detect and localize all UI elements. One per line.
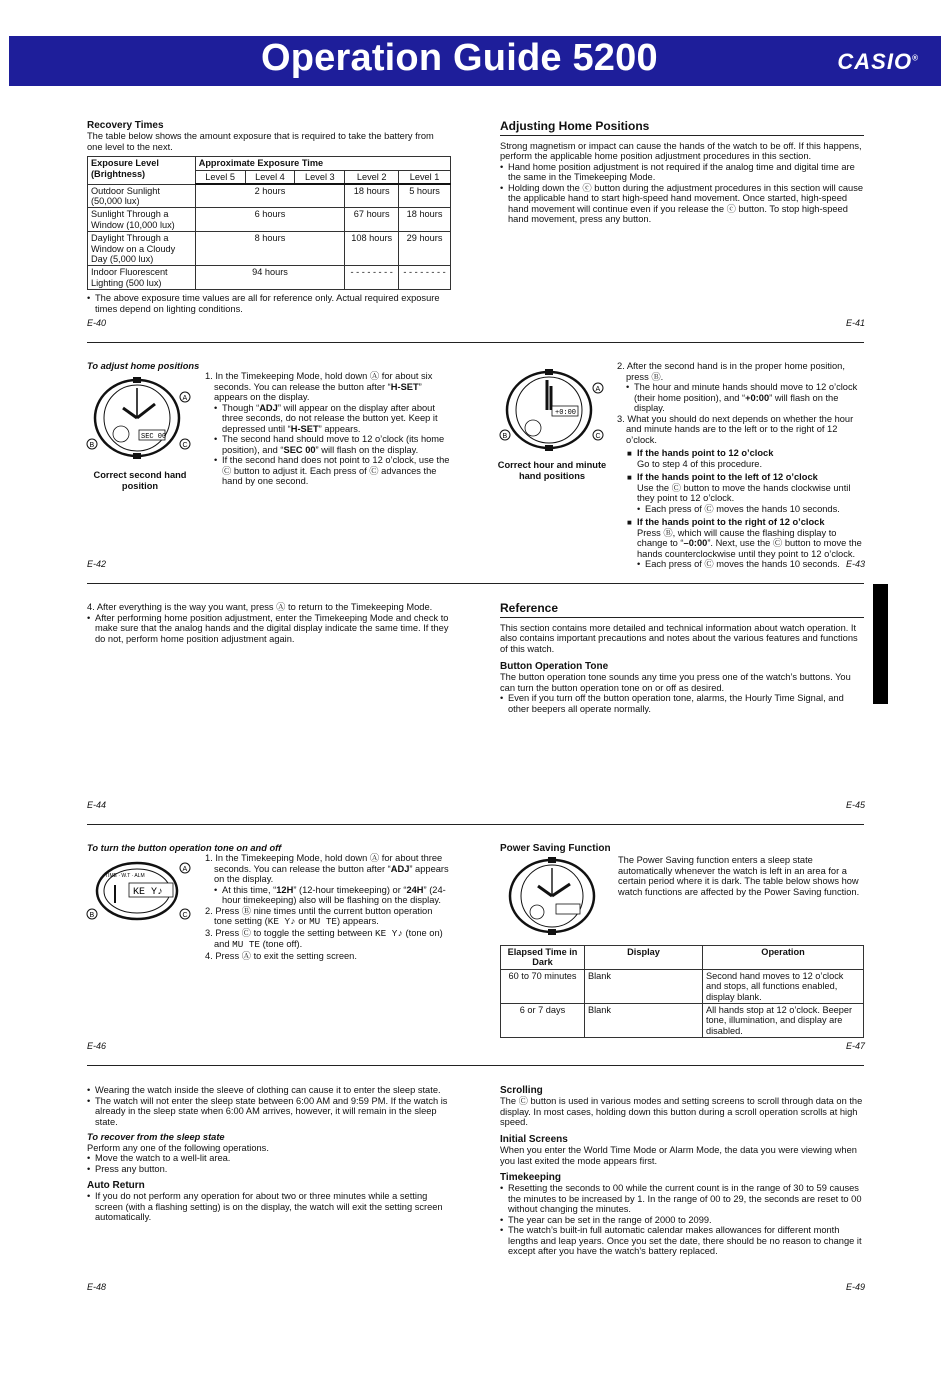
table-row [88, 266, 451, 290]
section-heading: Reference [500, 602, 864, 618]
table-cell: 94 hours [195, 266, 345, 290]
text: ” appears on the display. [214, 863, 449, 884]
header-banner [9, 36, 941, 86]
lcd-text: KE Y♪ [133, 887, 164, 898]
text: 1. In the Timekeeping Mode, hold down Ⓐ for about three seconds. You can release the button after “ [205, 853, 443, 874]
text: The hour and minute hands should move to 12 o’clock (their home position), and “ [634, 382, 858, 403]
case-text: Go to step 4 of this procedure. [637, 458, 763, 469]
table-cell: Blank [585, 1003, 703, 1037]
button-label-b: B [89, 912, 95, 919]
table-row [501, 1003, 864, 1037]
page-e40 [87, 120, 451, 314]
step-2: 2. After the second hand is in the proper home position, press Ⓑ. [617, 361, 845, 382]
step-3: 3. What you should do next depends on whether the hour and minute hands are to the left or to the right of 12 o’clock. [617, 413, 854, 445]
figure-caption: Correct second hand position [93, 470, 187, 491]
text: (tone on) and [214, 927, 443, 949]
level-header: Level 1 [399, 170, 451, 184]
page-number: E-40 [87, 318, 107, 328]
button-label-b: B [502, 433, 508, 440]
sub-heading: To recover from the sleep state [87, 1132, 225, 1142]
bullet-text [214, 885, 451, 906]
watch-illustration [85, 857, 195, 927]
table-cell: 18 hours [345, 184, 399, 208]
level-header: Level 5 [195, 170, 245, 184]
logo-text: CASIO [837, 49, 913, 74]
bullet-text: • Move the watch to a well-lit area. [87, 1153, 451, 1164]
sub-heading: Auto Return [87, 1180, 145, 1191]
text: Press Ⓑ, which will cause the flashing display to change to “ [637, 527, 837, 548]
button-label-a: A [182, 866, 188, 873]
text: H-SET [390, 381, 419, 392]
section-heading: To turn the button operation tone on and off [87, 843, 282, 853]
text: (tone off). [260, 939, 303, 949]
table-cell: 2 hours [195, 184, 345, 208]
table-row [88, 232, 451, 266]
bullet-text: • The watch will not enter the sleep state between 6:00 AM and 9:59 PM. If the watch is already in the sleep state when 6:00 AM arrives, however, it will remain in the sleep state. [87, 1096, 451, 1128]
note-text: • The above exposure time values are all for reference only. Actual required exposure times depend on lighting conditions. [87, 293, 451, 314]
page-number: E-44 [87, 800, 107, 810]
table-cell: 8 hours [195, 232, 345, 266]
page-number: E-43 [846, 559, 866, 569]
section-heading: Power Saving Function [500, 843, 611, 854]
page-number: E-48 [87, 1282, 107, 1292]
sub-heading: Button Operation Tone [500, 661, 609, 673]
step-4: 4. Press Ⓐ to exit the setting screen. [205, 950, 357, 961]
text: The second hand should move to 12 o’clock (its home position), and “ [222, 434, 445, 455]
divider [87, 824, 864, 825]
page-number: E-45 [846, 800, 866, 810]
lcd-text: MU TE [309, 916, 337, 927]
table-cell: 108 hours [345, 232, 399, 266]
sub-heading: Timekeeping [500, 1172, 561, 1184]
button-label-b: B [89, 442, 95, 449]
divider [87, 1065, 864, 1066]
bullet-text: • Resetting the seconds to 00 while the current count is in the range of 30 to 59 causes the minutes to be increased by 1. In the range of 00 to 29, the seconds are reset to 00 without changing the minutes. [500, 1183, 864, 1215]
section-heading: Adjusting Home Positions [500, 120, 864, 136]
page-e46 [205, 853, 451, 961]
table-cell: 18 hours [399, 208, 451, 232]
level-header: Level 2 [345, 170, 399, 184]
text: or [295, 916, 310, 926]
text: ” will appear on the display after about three seconds, do not release the button yet. Keep it depressed until “ [222, 402, 438, 434]
table-cell: Indoor Fluorescent Lighting (500 lux) [88, 266, 196, 290]
bullet-text [214, 403, 451, 435]
text: ” appears on the display. [214, 381, 422, 402]
page-number: E-49 [846, 1282, 866, 1292]
case-text: Use the Ⓒ button to move the hands clockwise until they point to 12 o’clock. [637, 482, 851, 503]
case-heading: ■ If the hands point to 12 o’clock [627, 448, 864, 459]
table-row [88, 208, 451, 232]
text: At this time, “ [222, 884, 277, 895]
bullet-text: • If the second hand does not point to 12 o’clock, use the Ⓒ button to adjust it. Each press of Ⓒ advances the hand by one second. [214, 455, 451, 487]
page-e49 [500, 1085, 864, 1257]
text: ” will flash on the display. [634, 392, 839, 413]
bullet-text [626, 382, 864, 414]
sub-heading: Initial Screens [500, 1133, 568, 1145]
table-cell: Blank [585, 969, 703, 1003]
text: ADJ [390, 863, 410, 874]
text: ADJ [259, 402, 278, 413]
text: ” (24-hour timekeeping) also will be flashing on the display. [222, 884, 446, 905]
table-cell: 6 or 7 days [501, 1003, 585, 1037]
body-text: When you enter the World Time Mode or Alarm Mode, the data you were viewing when you last exited the mode appears first. [500, 1145, 857, 1166]
text: ” appears. [318, 423, 361, 434]
step-1 [205, 371, 451, 403]
table-header: Operation [703, 946, 864, 970]
text: Though “ [222, 402, 260, 413]
table-header: Approximate Exposure Time [195, 157, 450, 170]
text: ” will flash on the display. [315, 444, 419, 455]
page-e42 [205, 371, 451, 487]
text: SEC 00 [283, 444, 316, 455]
button-label-a: A [595, 386, 601, 393]
table-cell: 6 hours [195, 208, 345, 232]
text: +0:00 [745, 392, 770, 403]
lcd-text: +0:00 [555, 409, 577, 417]
table-cell: - - - - - - - - [399, 266, 451, 290]
bullet-text: • Press any button. [87, 1164, 451, 1175]
table-cell: 29 hours [399, 232, 451, 266]
page-e48 [87, 1085, 451, 1223]
intro-text: The Power Saving function enters a sleep state automatically whenever the watch is left in an area for a certain period where it is dark. The table below shows how watch functions are affected by the Power Saving function. [618, 855, 860, 897]
table-row [501, 969, 864, 1003]
recovery-table [87, 156, 451, 290]
bullet-text: • If you do not perform any operation for about two or three minutes while a setting screen (with a flashing setting) is on the display, the watch will exit the setting screen automatically. [87, 1191, 451, 1223]
table-cell: All hands stop at 12 o’clock. Beeper tone, illumination, and display are disabled. [703, 1003, 864, 1037]
text: ” (12-hour timekeeping) or “ [293, 884, 407, 895]
body-text: The button operation tone sounds any time you press one of the watch’s buttons. You can turn the button operation tone on or off as desired. [500, 672, 851, 693]
page-number: E-41 [846, 318, 866, 328]
page-e43 [617, 361, 864, 570]
power-saving-table [500, 945, 864, 1038]
lcd-text: MU TE [232, 939, 261, 950]
casio-logo [837, 50, 919, 75]
bullet-text: • Hand home position adjustment is not required if the analog time and digital time are the same in the Timekeeping Mode. [500, 162, 864, 183]
bullet-text: • Each press of Ⓒ moves the hands 10 seconds. [637, 559, 864, 570]
step-1 [205, 853, 451, 885]
table-header: Exposure Level (Brightness) [88, 157, 196, 184]
case-text [627, 528, 864, 560]
logo-mark: ® [912, 53, 919, 63]
bullet-text: • Each press of Ⓒ moves the hands 10 seconds. [637, 504, 864, 515]
intro-text: Strong magnetism or impact can cause the hands of the watch to be off. If this happens, perform the applicable home position adjustment procedures in this section. [500, 140, 862, 162]
step-4: 4. After everything is the way you want, press Ⓐ to return to the Timekeeping Mode. [87, 602, 433, 612]
lcd-text: SEC 00 [141, 433, 167, 441]
text: –0:00 [683, 538, 708, 548]
body-text: The Ⓒ button is used in various modes and setting screens to scroll through data on the display. In most cases, holding down this button during a scroll operation scrolls at high speed. [500, 1096, 863, 1128]
button-label-a: A [182, 395, 188, 402]
body-text: Perform any one of the following operations. [87, 1142, 269, 1153]
page-e45 [500, 602, 864, 714]
bullet-text: • The watch’s built-in full automatic calendar makes allowances for different month lengths and leap years. Once you set the date, there should be no reason to change it except after you have the watch’s battery replaced. [500, 1225, 864, 1257]
button-label-c: C [182, 442, 188, 449]
watch-illustration [502, 856, 610, 936]
figure-caption: Correct hour and minute hand positions [497, 460, 607, 481]
case-heading: ■ If the hands point to the right of 12 o’clock [627, 517, 864, 528]
text: ) appears. [337, 916, 379, 926]
step-3 [205, 928, 451, 951]
step-2 [205, 906, 451, 928]
table-header: Display [585, 946, 703, 970]
table-cell: 60 to 70 minutes [501, 969, 585, 1003]
ring-text: TIME · W.T · ALM [105, 873, 145, 879]
table-cell: 67 hours [345, 208, 399, 232]
bullet-text [214, 434, 451, 455]
sub-heading: Scrolling [500, 1085, 543, 1096]
text: 2. Press Ⓑ nine times until the current button operation tone setting ( [205, 905, 433, 926]
table-cell: 5 hours [399, 184, 451, 208]
table-cell: Sunlight Through a Window (10,000 lux) [88, 208, 196, 232]
divider [87, 342, 864, 343]
text: ”. Next, use the Ⓒ button to move the hands counterclockwise until they point to 12 o’clock. [637, 538, 862, 559]
text: 12H [276, 884, 294, 895]
text: 3. Press Ⓒ to toggle the setting between [205, 927, 376, 938]
table-cell: Second hand moves to 12 o’clock and stops, all functions enabled, display blank. [703, 969, 864, 1003]
lcd-text: KE Y♪ [267, 916, 296, 927]
button-label-c: C [595, 433, 601, 440]
page-e47 [500, 843, 864, 854]
page-number: E-47 [846, 1041, 866, 1051]
divider [87, 583, 864, 584]
bullet-text: • After performing home position adjustment, enter the Timekeeping Mode and check to make sure that the analog hands and the digital display indicate the same time. If they do not, perform home position adjustment again. [87, 613, 451, 645]
intro-text: The table below shows the amount exposure that is required to take the battery from one level to the next. [87, 131, 434, 152]
page-number: E-46 [87, 1041, 107, 1051]
table-cell: Outdoor Sunlight (50,000 lux) [88, 184, 196, 208]
section-tab [873, 584, 888, 704]
intro-text: This section contains more detailed and technical information about watch operation. It also contains important precautions and notes about the various features and functions of this watch. [500, 622, 858, 654]
table-row [88, 184, 451, 208]
bullet-text: • The year can be set in the range of 2000 to 2099. [500, 1215, 864, 1226]
watch-illustration [497, 366, 609, 458]
text: H-SET [290, 423, 319, 434]
table-cell: - - - - - - - - [345, 266, 399, 290]
watch-illustration [85, 374, 195, 464]
table-cell: Daylight Through a Window on a Cloudy Day (5,000 lux) [88, 232, 196, 266]
bullet-text: • Holding down the ⓒ button during the adjustment procedures in this section will cause the applicable hand to start high-speed hand movement. Once started, high-speed hand movement will continue even if you release the ⓒ button. To stop high-speed hand movement, press any button. [500, 183, 864, 225]
bullet-text: • Wearing the watch inside the sleeve of clothing can cause it to enter the sleep state. [87, 1085, 451, 1096]
text: 1. In the Timekeeping Mode, hold down Ⓐ for about six seconds. You can release the button after “ [205, 371, 433, 392]
section-heading: To adjust home positions [87, 361, 200, 371]
case-heading: ■ If the hands point to the left of 12 o’clock [627, 472, 864, 483]
bullet-text: • Even if you turn off the button operation tone, alarms, the Hourly Time Signal, and other beepers all operate normally. [500, 693, 864, 714]
section-heading: Recovery Times [87, 120, 164, 131]
button-label-c: C [182, 912, 188, 919]
level-header: Level 4 [245, 170, 295, 184]
lcd-text: KE Y♪ [375, 927, 403, 939]
table-header: Elapsed Time in Dark [501, 946, 585, 970]
text: 24H [406, 884, 424, 895]
level-header: Level 3 [295, 170, 345, 184]
page-number: E-42 [87, 559, 107, 569]
page-title: Operation Guide 5200 [261, 37, 658, 79]
page-e41 [500, 120, 864, 225]
page-e44 [87, 602, 451, 644]
